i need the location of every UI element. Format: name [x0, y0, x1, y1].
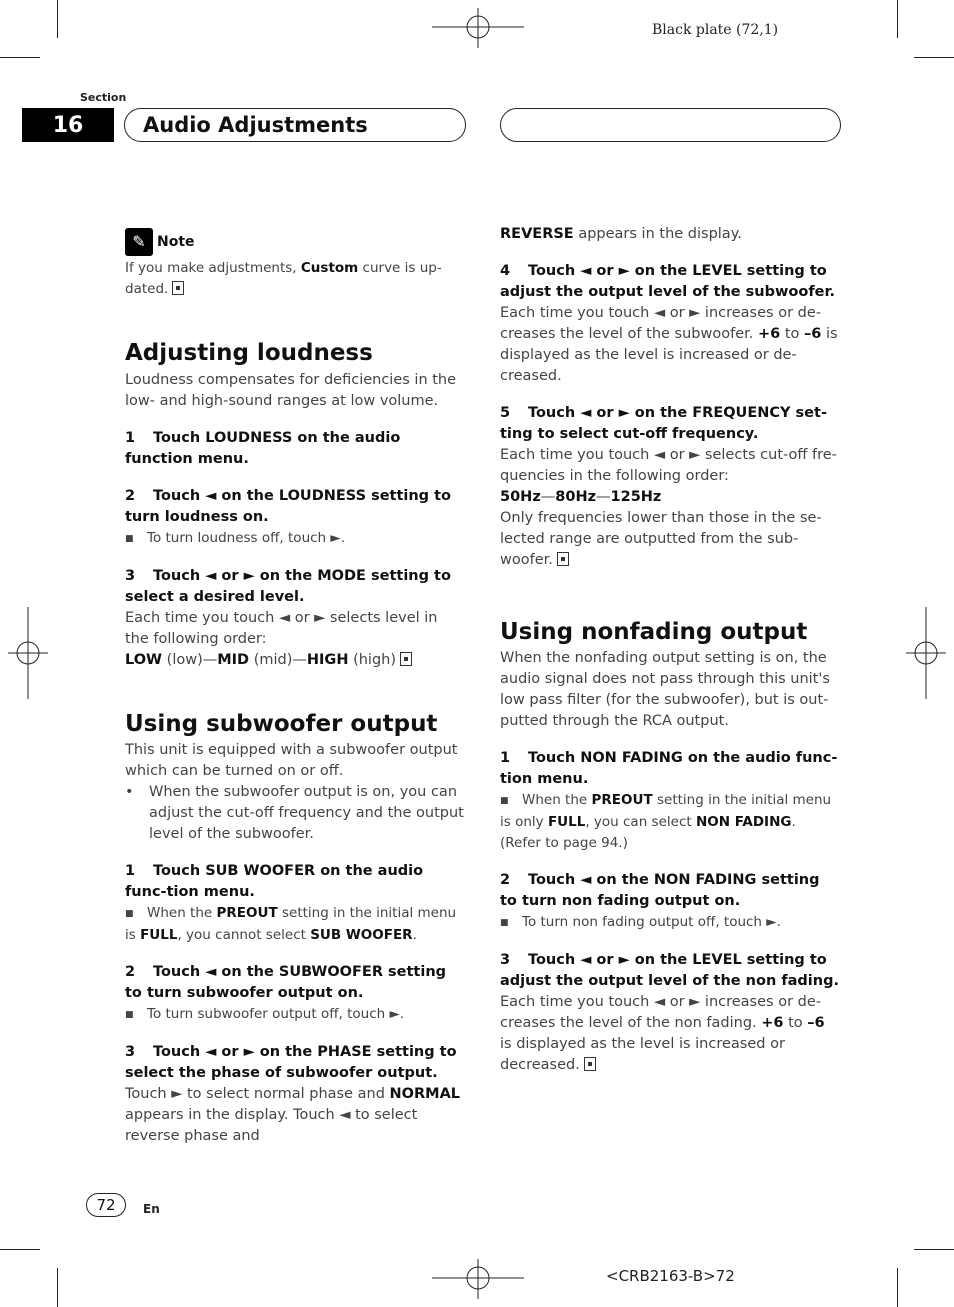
note-bold: FULL — [140, 927, 178, 943]
language-label: En — [143, 1202, 160, 1216]
note-text: , you can select — [585, 814, 696, 830]
crop-mark — [0, 1249, 40, 1250]
registration-mark-bottom — [432, 1259, 524, 1299]
step-text: Touch ◄ or ► on the LEVEL setting to adjust the output level of the subwoofer. — [500, 263, 836, 300]
nonfading-step-1 — [500, 748, 840, 790]
subwoofer-step-4-body — [500, 303, 840, 387]
body-text: to — [780, 326, 805, 342]
subwoofer-intro: This unit is equipped with a subwoofer output which can be turned on or off. — [125, 742, 458, 779]
note-title: Note — [157, 233, 195, 250]
crop-mark — [0, 57, 40, 58]
note-text: To turn subwoofer output off, touch ►. — [147, 1006, 405, 1022]
body-text: to — [783, 1015, 808, 1031]
section-number: 16 — [22, 108, 114, 142]
note-text: setting in the initial menu is — [125, 905, 457, 943]
subwoofer-step-2-note — [125, 1004, 465, 1026]
step-number: 2 — [125, 488, 136, 504]
subwoofer-step-5-body2 — [500, 508, 840, 571]
note-text — [125, 258, 465, 300]
level-low: LOW — [125, 652, 163, 668]
loudness-step-2-note — [125, 528, 465, 550]
loudness-step-3 — [125, 566, 465, 608]
nonfading-step-3-body — [500, 992, 840, 1076]
level-high-desc: (high) — [348, 652, 397, 668]
step-number: 5 — [500, 405, 511, 421]
subwoofer-step-3-body-part1 — [125, 1084, 465, 1147]
registration-mark-left — [8, 607, 48, 699]
subwoofer-step-5-body: Each time you touch ◄ or ► selects cut-off fre-quencies in the following order: — [500, 447, 837, 484]
level-mid-desc: (mid)— — [249, 652, 307, 668]
end-mark-icon — [557, 552, 569, 566]
crop-mark — [57, 0, 58, 38]
freq-125: 125Hz — [610, 489, 662, 505]
level-high: HIGH — [306, 652, 349, 668]
subwoofer-step-4 — [500, 261, 840, 303]
note-bold: PREOUT — [216, 905, 278, 921]
square-bullet-icon: ■ — [125, 534, 134, 544]
step-number: 2 — [500, 872, 511, 888]
note-text-post: curve is up-dated. — [125, 260, 442, 297]
pencil-icon: ✎ — [125, 228, 153, 256]
step-number: 3 — [125, 568, 136, 584]
body-bold: +6 — [757, 326, 781, 342]
bullet-text: When the subwoofer output is on, you can adjust the cut-off frequency and the output level of the subwoofer. — [149, 784, 464, 842]
note-text: . (Refer to page 94.) — [500, 814, 796, 851]
bullet-icon: • — [125, 784, 134, 800]
body-bold: REVERSE — [500, 226, 574, 242]
square-bullet-icon: ■ — [125, 909, 134, 919]
frequency-list — [500, 487, 840, 508]
subwoofer-step-5 — [500, 403, 840, 445]
body-bold: NORMAL — [389, 1086, 461, 1102]
step-number: 1 — [500, 750, 511, 766]
nonfading-step-2 — [500, 870, 840, 912]
note-text: setting in the initial menu is only — [500, 792, 832, 830]
right-column — [500, 224, 840, 1076]
body-text: Each time you touch ◄ or ► increases or de-creases the level of the subwoofer. — [500, 305, 821, 342]
subwoofer-step-1-note — [125, 903, 465, 946]
nonfading-intro: When the nonfading output setting is on, the audio signal does not pass through this unit's low pass filter (for the subwoofer), but is out-putted through the RCA output. — [500, 650, 830, 729]
body-text: appears in the display. — [573, 226, 742, 242]
section-label: Section — [80, 91, 127, 104]
loudness-step-3-body: Each time you touch ◄ or ► selects level in the following order: — [125, 610, 438, 647]
body-text: appears in the display. Touch ◄ to select reverse phase and — [125, 1107, 418, 1144]
step-text: Touch ◄ or ► on the FREQUENCY set-ting to select cut-off frequency. — [500, 405, 827, 442]
section-title: Audio Adjustments — [124, 108, 466, 142]
step-number: 1 — [125, 430, 136, 446]
note-text-pre: If you make adjustments, — [125, 260, 301, 276]
loudness-heading: Adjusting loudness — [125, 340, 373, 366]
step-text: Touch ◄ on the SUBWOOFER setting to turn subwoofer output on. — [125, 964, 447, 1001]
registration-mark-right — [906, 607, 946, 699]
note-bold: NON FADING — [695, 814, 792, 830]
freq-80: 80Hz — [555, 489, 597, 505]
step-text: Touch ◄ or ► on the PHASE setting to select the phase of subwoofer output. — [125, 1044, 457, 1081]
step-number: 1 — [125, 863, 136, 879]
left-column — [125, 228, 465, 1147]
dash: — — [540, 489, 556, 505]
subwoofer-step-3-body-part2 — [500, 224, 840, 245]
body-bold: –6 — [807, 1015, 825, 1031]
subwoofer-step-3 — [125, 1042, 465, 1084]
loudness-intro: Loudness compensates for deficiencies in the low- and high-sound ranges at low volume. — [125, 372, 457, 409]
plate-label: Black plate (72,1) — [652, 22, 779, 38]
body-text: Each time you touch ◄ or ► increases or de-creases the level of the non fading. — [500, 994, 821, 1031]
note-text: When the — [522, 792, 592, 808]
registration-mark-top — [432, 8, 524, 48]
nonfading-step-1-note — [500, 790, 840, 854]
step-text: Touch SUB WOOFER on the audio func-tion menu. — [125, 863, 424, 900]
step-number: 3 — [500, 952, 511, 968]
end-mark-icon — [400, 652, 412, 666]
step-text: Touch NON FADING on the audio func-tion menu. — [500, 750, 838, 787]
crop-mark — [897, 0, 898, 38]
end-mark-icon — [584, 1057, 596, 1071]
loudness-step-1 — [125, 428, 465, 470]
nonfading-step-2-note — [500, 912, 840, 934]
note-text-bold: Custom — [300, 260, 359, 276]
note-text: To turn non fading output off, touch ►. — [522, 914, 781, 930]
loudness-levels — [125, 650, 465, 671]
nonfading-heading: Using nonfading output — [500, 619, 808, 645]
note-text: To turn loudness off, touch ►. — [147, 530, 346, 546]
crop-mark — [914, 1249, 954, 1250]
dash: — — [596, 489, 611, 505]
step-text: Touch ◄ or ► on the LEVEL setting to adjust the output level of the non fading. — [500, 952, 839, 989]
step-text: Touch LOUDNESS on the audio function menu. — [125, 430, 401, 467]
loudness-step-2 — [125, 486, 465, 528]
subwoofer-heading: Using subwoofer output — [125, 711, 438, 737]
step-number: 2 — [125, 964, 136, 980]
page-number: 72 — [86, 1193, 126, 1217]
nonfading-step-3 — [500, 950, 840, 992]
step-number: 4 — [500, 263, 511, 279]
step-text: Touch ◄ or ► on the MODE setting to select a desired level. — [125, 568, 451, 605]
body-text: Only frequencies lower than those in the se-lected range are outputted from the sub-woofer. — [500, 510, 822, 568]
note-bold: FULL — [547, 814, 586, 830]
step-text: Touch ◄ on the NON FADING setting to turn non fading output on. — [500, 872, 820, 909]
level-mid: MID — [217, 652, 250, 668]
square-bullet-icon: ■ — [500, 918, 509, 928]
step-text: Touch ◄ on the LOUDNESS setting to turn loudness on. — [125, 488, 452, 525]
note-bold: PREOUT — [591, 792, 653, 808]
step-number: 3 — [125, 1044, 136, 1060]
note-text: When the — [147, 905, 217, 921]
note-header — [125, 228, 465, 256]
section-title-empty-box — [500, 108, 841, 142]
crop-mark — [897, 1268, 898, 1307]
level-low-desc: (low)— — [162, 652, 218, 668]
end-mark-icon — [172, 281, 184, 295]
subwoofer-bullet — [125, 782, 465, 845]
subwoofer-step-2 — [125, 962, 465, 1004]
crop-mark — [57, 1268, 58, 1307]
square-bullet-icon: ■ — [500, 796, 509, 806]
body-bold: +6 — [761, 1015, 784, 1031]
note-bold: SUB WOOFER — [310, 927, 413, 943]
note-text: , you cannot select — [177, 927, 311, 943]
square-bullet-icon: ■ — [125, 1010, 134, 1020]
document-code: <CRB2163-B>72 — [606, 1267, 735, 1285]
body-bold: –6 — [804, 326, 822, 342]
freq-50: 50Hz — [500, 489, 541, 505]
subwoofer-step-1 — [125, 861, 465, 903]
body-text: is displayed as the level is increased or de-creased. — [500, 326, 838, 384]
note-text: . — [412, 927, 417, 943]
crop-mark — [914, 57, 954, 58]
body-text: is displayed as the level is increased or decreased. — [500, 1036, 785, 1073]
body-text: Touch ► to select normal phase and — [125, 1086, 390, 1102]
